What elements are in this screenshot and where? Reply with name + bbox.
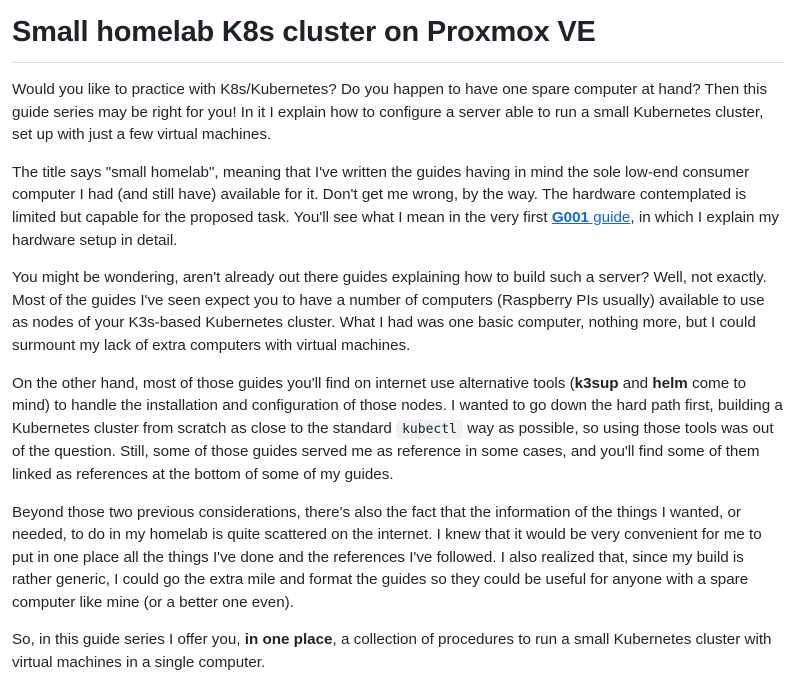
paragraph-text: come to mind) to handle the installation and configuration of those nodes. I wanted to go down the hard path first, building a Kubernetes cluster from scratch as close to the standard [12,374,783,437]
bold-in-one-place: in one place [244,631,333,649]
paragraph-text: and [618,374,653,392]
paragraph-text: , in which I explain my hardware setup in detail. [12,208,779,249]
paragraph-summary [12,629,784,674]
paragraph-title-meaning [12,162,784,252]
inline-code-kubectl: kubectl [396,420,463,439]
paragraph-text: The title says "small homelab", meaning that I've written the guides having in mind the sole low-end consumer computer I had (and still have) available for it. Don't get me wrong, by the way. The hardware contemplated is limited but capable for the proposed task. You'll see what I mean in the very first [12,163,750,226]
paragraph-text: On the other hand, most of those guides you'll find on internet use alternative tools ( [12,374,575,392]
link-bold-text: G001 [551,208,589,226]
paragraph-text: So, in this guide series I offer you, [12,631,245,649]
paragraph-intro: Would you like to practice with K8s/Kubernetes? Do you happen to have one spare computer at hand? Then this guide series may be right for you! In it I explain how to configure a server able to run a small Kubernetes cluster, set up with just a few virtual machines. [12,81,768,144]
paragraph-text: , a collection of procedures to run a small Kubernetes cluster with virtual machines in a single computer. [12,631,772,672]
paragraph-alternative-tools [12,373,784,487]
paragraph-other-guides: You might be wondering, aren't already out there guides explaining how to build such a server? Well, not exactly. Most of the guides I've seen expect you to have a number of computers (Raspberry PIs usually) available to use as nodes of your K3s-based Kubernetes cluster. What I had was one basic computer, nothing more, but I could surmount my lack of extra computers with virtual machines. [12,269,767,354]
g001-guide-link[interactable] [552,209,631,226]
bold-helm: helm [652,374,688,392]
link-text: guide [588,208,631,226]
paragraph-text: way as possible, so using those tools was out of the question. Still, some of those guides served me as reference in some cases, and you'll find some of them linked as references at the bottom of some of my guides. [12,419,774,483]
page-title: Small homelab K8s cluster on Proxmox VE [12,0,784,63]
bold-k3sup: k3sup [574,374,619,392]
paragraph-considerations: Beyond those two previous considerations, there's also the fact that the information of the things I wanted, or needed, to do in my homelab is quite scattered on the internet. I knew that it would be very convenient for me to put in one place all the things I've done and the references I've followed. I also realized that, since my build is rather generic, I could go the extra mile and format the guides so they could be useful for anyone with a spare computer like mine (or a better one even). [12,503,762,611]
